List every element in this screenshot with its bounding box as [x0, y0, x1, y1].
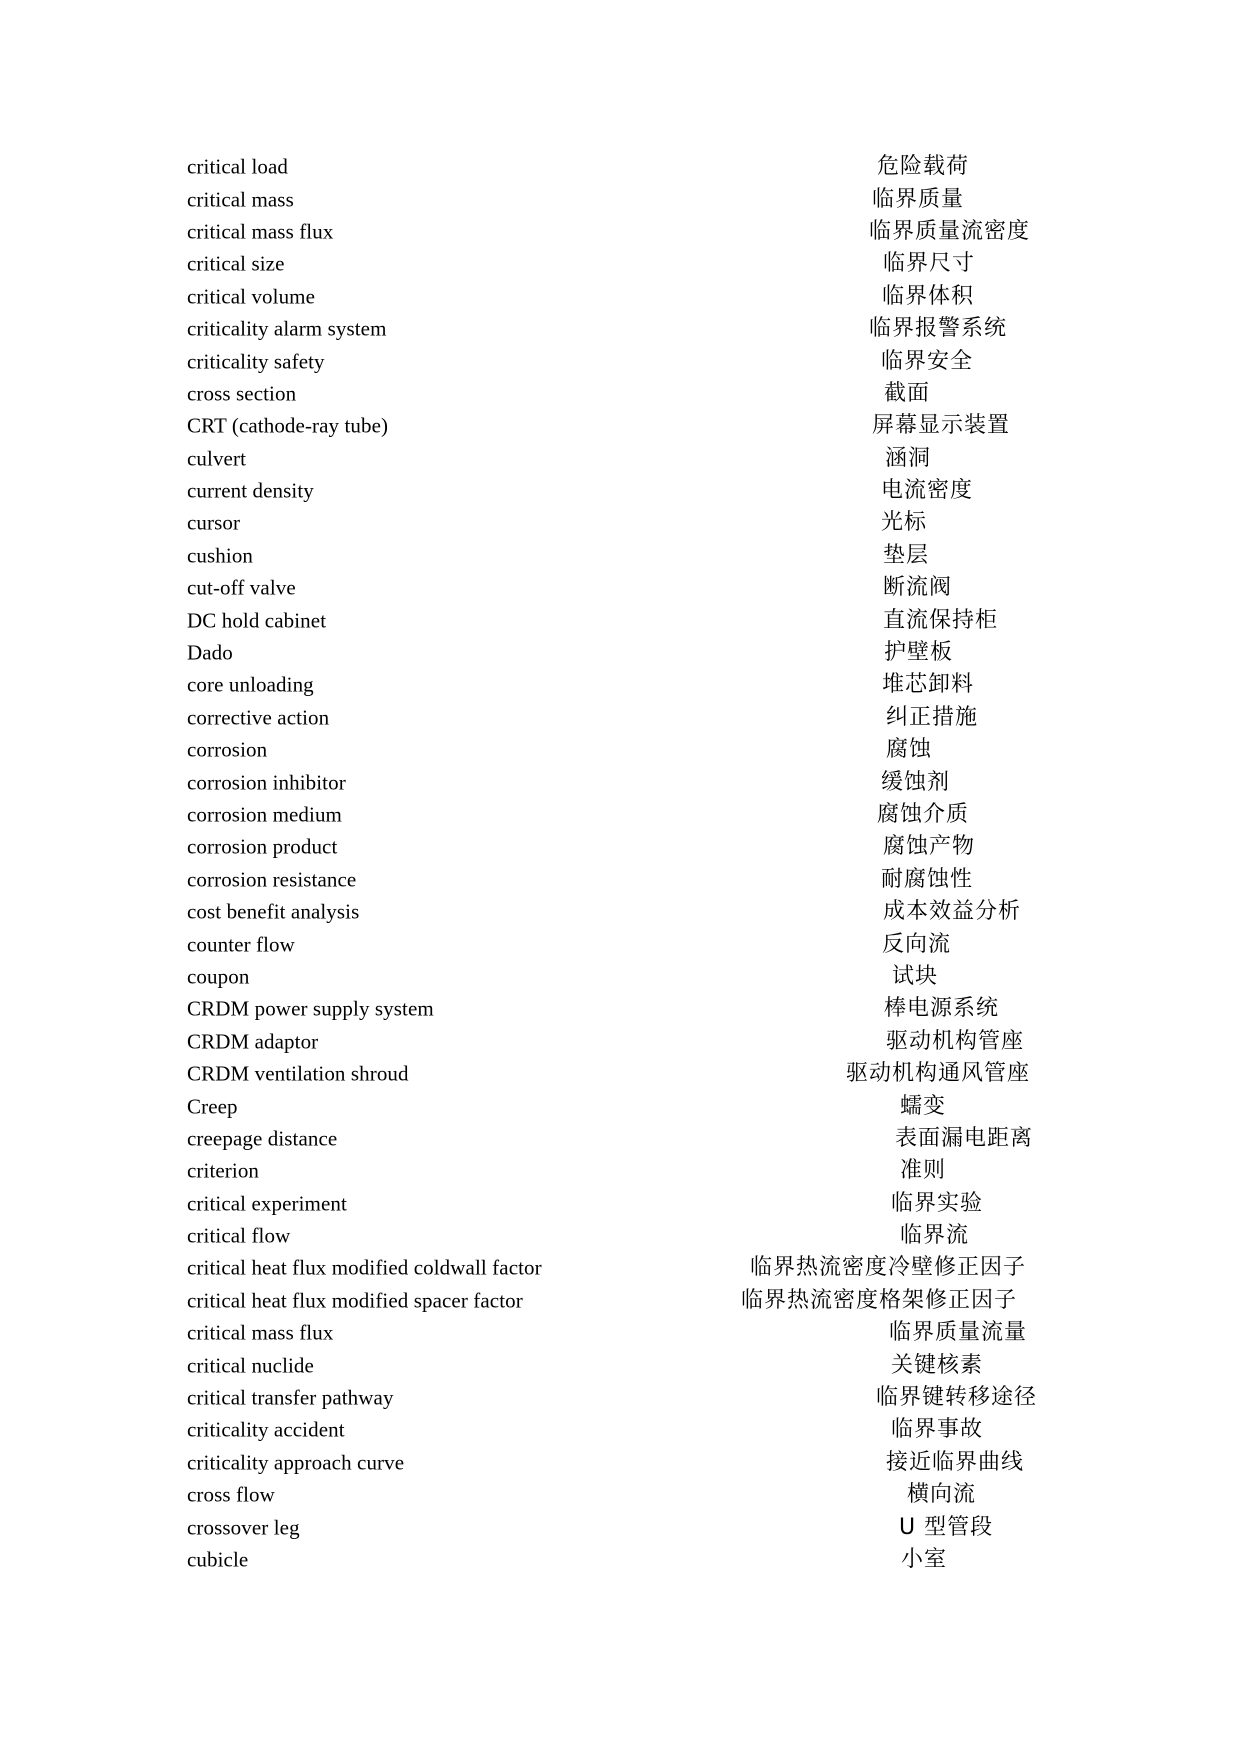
glossary-row [0, 281, 1241, 313]
chinese-term: 耐腐蚀性 [881, 866, 974, 892]
glossary-row [0, 1026, 1241, 1058]
glossary-row [0, 475, 1241, 507]
chinese-term: 接近临界曲线 [886, 1449, 1025, 1475]
glossary-row [0, 1220, 1241, 1252]
english-term: cubicle [187, 1547, 249, 1572]
glossary-row [0, 1188, 1241, 1220]
glossary-row [0, 1285, 1241, 1317]
english-term: corrective action [187, 705, 330, 730]
english-term: counter flow [187, 932, 295, 957]
chinese-term: 临界报警系统 [869, 316, 1008, 342]
chinese-term: 临界质量流密度 [869, 218, 1031, 244]
chinese-term: 驱动机构通风管座 [846, 1061, 1031, 1087]
english-term: DC hold cabinet [187, 608, 327, 633]
chinese-term: 临界质量 [872, 186, 965, 212]
english-term: criticality safety [187, 349, 325, 374]
glossary-row [0, 151, 1241, 183]
chinese-term: 截面 [884, 380, 931, 406]
glossary-row [0, 1090, 1241, 1122]
glossary-row [0, 443, 1241, 475]
glossary-row [0, 928, 1241, 960]
english-term: critical mass flux [187, 1320, 334, 1345]
chinese-term: 断流阀 [883, 575, 953, 601]
chinese-term: 纠正措施 [886, 704, 979, 730]
english-term: Creep [187, 1094, 238, 1119]
glossary-row [0, 507, 1241, 539]
glossary-row [0, 734, 1241, 766]
glossary-row [0, 702, 1241, 734]
chinese-term: 成本效益分析 [883, 899, 1022, 925]
english-term: cross flow [187, 1482, 275, 1507]
glossary-list [0, 151, 1241, 1576]
glossary-row [0, 1252, 1241, 1284]
chinese-term: 临界热流密度格架修正因子 [741, 1287, 1018, 1313]
english-term: cross section [187, 381, 297, 406]
english-term: critical size [187, 251, 285, 276]
chinese-term: 缓蚀剂 [881, 769, 951, 795]
english-term: critical heat flux modified coldwall factor [187, 1255, 542, 1280]
english-term: crossover leg [187, 1515, 300, 1540]
english-term: CRDM adaptor [187, 1029, 319, 1054]
english-term: corrosion [187, 737, 268, 762]
english-term: Dado [187, 640, 233, 665]
glossary-row [0, 1511, 1241, 1543]
chinese-term: 横向流 [907, 1482, 977, 1508]
glossary-row [0, 799, 1241, 831]
english-term: critical load [187, 154, 288, 179]
english-term: current density [187, 478, 314, 503]
glossary-row [0, 1544, 1241, 1576]
english-term: coupon [187, 964, 250, 989]
glossary-row [0, 1382, 1241, 1414]
chinese-term: U 型管段 [899, 1514, 994, 1540]
chinese-term: 临界质量流量 [889, 1320, 1028, 1346]
english-term: critical transfer pathway [187, 1385, 394, 1410]
chinese-term: 危险载荷 [877, 154, 970, 180]
english-term: CRDM power supply system [187, 996, 434, 1021]
chinese-term: 临界流 [900, 1223, 970, 1249]
english-term: corrosion medium [187, 802, 342, 827]
chinese-term: 临界尺寸 [883, 251, 976, 277]
english-term: criticality alarm system [187, 316, 387, 341]
glossary-row [0, 248, 1241, 280]
chinese-term: 蠕变 [900, 1093, 947, 1119]
english-term: criticality accident [187, 1417, 345, 1442]
english-term: critical experiment [187, 1191, 347, 1216]
chinese-term: 垫层 [883, 542, 930, 568]
chinese-term: 涵洞 [885, 445, 932, 471]
glossary-row [0, 540, 1241, 572]
english-term: critical mass [187, 187, 294, 212]
glossary-row [0, 345, 1241, 377]
english-term: critical nuclide [187, 1353, 314, 1378]
glossary-row [0, 961, 1241, 993]
glossary-row [0, 1349, 1241, 1381]
chinese-term: 临界事故 [891, 1417, 984, 1443]
chinese-term: 腐蚀 [886, 737, 933, 763]
chinese-term: 反向流 [882, 931, 952, 957]
english-term: criticality approach curve [187, 1450, 405, 1475]
chinese-term: 表面漏电距离 [895, 1125, 1034, 1151]
english-term: CRDM ventilation shroud [187, 1061, 409, 1086]
english-term: critical mass flux [187, 219, 334, 244]
glossary-row [0, 216, 1241, 248]
chinese-term: 关键核素 [891, 1352, 984, 1378]
glossary-row [0, 766, 1241, 798]
chinese-term: 临界安全 [881, 348, 974, 374]
glossary-row [0, 604, 1241, 636]
english-term: corrosion resistance [187, 867, 357, 892]
english-term: core unloading [187, 672, 314, 697]
chinese-term: 临界键转移途径 [876, 1385, 1038, 1411]
glossary-row [0, 183, 1241, 215]
english-term: critical volume [187, 284, 316, 309]
chinese-term: 临界热流密度冷壁修正因子 [750, 1255, 1027, 1281]
chinese-term: 临界体积 [882, 283, 975, 309]
glossary-row [0, 1479, 1241, 1511]
english-term: cursor [187, 510, 241, 535]
glossary-row [0, 313, 1241, 345]
chinese-term: 小室 [901, 1546, 948, 1572]
chinese-term: 腐蚀产物 [883, 834, 976, 860]
glossary-row [0, 864, 1241, 896]
chinese-term: 试块 [892, 963, 939, 989]
chinese-term: 准则 [900, 1158, 947, 1184]
english-term: CRT (cathode-ray tube) [187, 413, 389, 438]
chinese-term: 堆芯卸料 [882, 672, 975, 698]
english-term: critical heat flux modified spacer factor [187, 1288, 523, 1313]
chinese-term: 直流保持柜 [883, 607, 999, 633]
glossary-row [0, 572, 1241, 604]
english-term: cushion [187, 543, 254, 568]
chinese-term: 光标 [881, 510, 928, 536]
english-term: criterion [187, 1158, 260, 1183]
english-term: cost benefit analysis [187, 899, 360, 924]
glossary-row [0, 669, 1241, 701]
glossary-row [0, 1317, 1241, 1349]
glossary-row [0, 896, 1241, 928]
glossary-row [0, 1123, 1241, 1155]
english-term: corrosion product [187, 834, 338, 859]
glossary-row [0, 1447, 1241, 1479]
english-term: creepage distance [187, 1126, 338, 1151]
glossary-row [0, 1155, 1241, 1187]
chinese-term: 棒电源系统 [884, 996, 1000, 1022]
english-term: culvert [187, 446, 247, 471]
chinese-term: 临界实验 [891, 1190, 984, 1216]
english-term: corrosion inhibitor [187, 770, 346, 795]
glossary-row [0, 637, 1241, 669]
glossary-row [0, 410, 1241, 442]
glossary-row [0, 993, 1241, 1025]
chinese-term: 腐蚀介质 [877, 802, 970, 827]
english-term: critical flow [187, 1223, 291, 1248]
glossary-row [0, 1414, 1241, 1446]
chinese-term: 电流密度 [881, 478, 974, 504]
chinese-term: 护壁板 [884, 640, 954, 666]
english-term: cut-off valve [187, 575, 296, 600]
chinese-term: 屏幕显示装置 [872, 413, 1011, 439]
glossary-row [0, 1058, 1241, 1090]
glossary-row [0, 831, 1241, 863]
chinese-term: 驱动机构管座 [886, 1028, 1025, 1054]
glossary-row [0, 378, 1241, 410]
